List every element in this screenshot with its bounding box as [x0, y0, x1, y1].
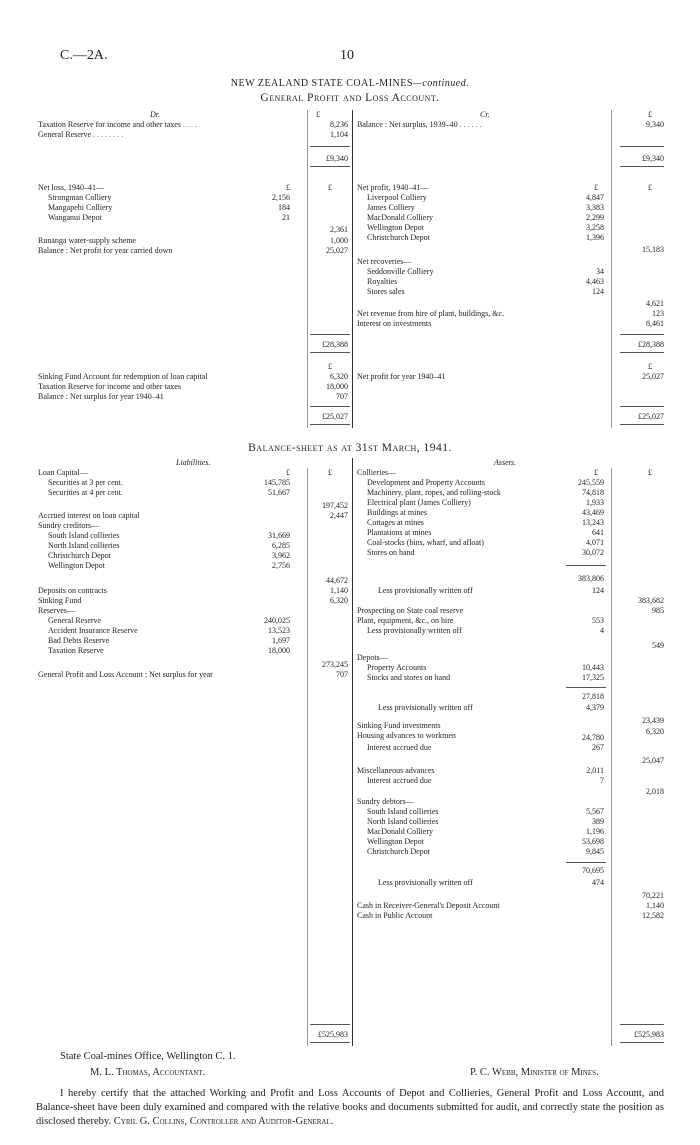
- dr-label: Dr.: [150, 110, 161, 119]
- bs-amount: 985: [652, 606, 664, 615]
- rule: [310, 334, 350, 335]
- pl-amount: 8,236: [330, 120, 348, 129]
- amount-rule: [307, 468, 308, 1046]
- bs-row: Taxation Reserve: [48, 646, 104, 655]
- pound-sign: £: [648, 110, 652, 119]
- rule: [620, 406, 664, 407]
- bs-row: Less provisionally written off: [367, 626, 462, 635]
- pl-row: Taxation Reserve for income and other taxes: [38, 382, 181, 391]
- bs-row: MacDonald Colliery: [367, 827, 433, 836]
- pl-amount: 18,000: [326, 382, 348, 391]
- pound-sign: £: [594, 468, 598, 477]
- column-divider: [352, 110, 353, 428]
- pl-row: James Colliery: [367, 203, 415, 212]
- pound-sign: £: [648, 183, 652, 192]
- pound-sign: £: [648, 362, 652, 371]
- bs-amount: 707: [336, 670, 348, 679]
- pl-row: MacDonald Colliery: [367, 213, 433, 222]
- bs-total: £525,983: [634, 1030, 664, 1039]
- bs-amount: 6,320: [330, 596, 348, 605]
- pl-amount: 21: [282, 213, 290, 222]
- pl-total: £25,027: [638, 412, 664, 421]
- pl-total: £9,340: [642, 154, 664, 163]
- bs-amount: 6,320: [646, 727, 664, 736]
- bs-row: Buildings at mines: [367, 508, 427, 517]
- rule: [620, 424, 664, 425]
- bs-amount: 240,025: [264, 616, 290, 625]
- bs-subtotal: 23,439: [642, 716, 664, 725]
- pl-row: Stores sales: [367, 287, 405, 296]
- pound-sign: £: [648, 468, 652, 477]
- section-title: NEW ZEALAND STATE COAL-MINES—continued.: [230, 78, 470, 89]
- pound-sign: £: [328, 183, 332, 192]
- rule: [310, 406, 350, 407]
- bs-row: Wellington Depot: [48, 561, 105, 570]
- pound-sign: £: [286, 468, 290, 477]
- amount-rule: [307, 110, 308, 428]
- pl-amount: 4,847: [586, 193, 604, 202]
- bs-row: Interest accrued due: [367, 776, 432, 785]
- bs-row: Machinery, plant, ropes, and rolling-stock: [367, 488, 501, 497]
- rule: [620, 1024, 664, 1025]
- bs-subtotal: 44,672: [326, 576, 348, 585]
- bs-amount: 1,196: [586, 827, 604, 836]
- bs-row: Cash in Receiver-General's Deposit Account: [357, 901, 500, 910]
- rule: [310, 352, 350, 353]
- bs-row: Stores on hand: [367, 548, 415, 557]
- bs-amount: 9,845: [586, 847, 604, 856]
- bs-row: Coal-stocks (bins, wharf, and afloat): [367, 538, 484, 547]
- bs-amount: 245,559: [578, 478, 604, 487]
- bs-amount: 30,072: [582, 548, 604, 557]
- bs-amount: 1,933: [586, 498, 604, 507]
- pl-amount: 3,383: [586, 203, 604, 212]
- bs-row: Sinking Fund investments: [357, 721, 441, 730]
- bs-amount: 12,582: [642, 911, 664, 920]
- bs-amount: 2,011: [586, 766, 604, 775]
- bs-row: Plant, equipment, &c., on hire: [357, 616, 454, 625]
- pl-row: Net recoveries—: [357, 257, 412, 266]
- bs-amount: 1,140: [330, 586, 348, 595]
- pl-total: £9,340: [326, 154, 348, 163]
- bs-row: Securities at 4 per cent.: [48, 488, 123, 497]
- bs-row: Christchurch Depot: [367, 847, 430, 856]
- bs-row: Accrued interest on loan capital: [38, 511, 140, 520]
- bs-amount: 267: [592, 743, 604, 752]
- bs-amount: 13,523: [268, 626, 290, 635]
- assets-label: Assets.: [494, 458, 516, 467]
- bs-amount: 4: [600, 626, 604, 635]
- liabilities-label: Liabilities.: [176, 458, 211, 467]
- bs-amount: 24,780: [582, 733, 604, 742]
- bs-row: Plantations at mines: [367, 528, 432, 537]
- rule: [620, 166, 664, 167]
- rule: [310, 146, 350, 147]
- bs-row: Housing advances to workmen: [357, 731, 456, 740]
- pl-amount: 3,258: [586, 223, 604, 232]
- bs-row: North Island collieries: [48, 541, 120, 550]
- bs-subtotal: 383,682: [638, 596, 664, 605]
- column-divider: [352, 458, 353, 1046]
- pl-amount: 25,027: [326, 246, 348, 255]
- pl-total: £25,027: [322, 412, 348, 421]
- pl-amount: 34: [596, 267, 604, 276]
- pl-row: Strongman Colliery: [48, 193, 112, 202]
- bs-amount: 4,071: [586, 538, 604, 547]
- bs-row: Accident Insurance Reserve: [48, 626, 138, 635]
- bs-row: Less provisionally written off: [378, 878, 473, 887]
- rule: [310, 1024, 350, 1025]
- pl-amount: 2,156: [272, 193, 290, 202]
- bs-amount: 1,140: [646, 901, 664, 910]
- pound-sign: £: [328, 468, 332, 477]
- bs-amount: 145,785: [264, 478, 290, 487]
- account-title: General Profit and Loss Account.: [260, 92, 440, 104]
- bs-row: Miscellaneous advances: [357, 766, 435, 775]
- bs-row: Sundry debtors—: [357, 797, 414, 806]
- bs-row: Depots—: [357, 653, 388, 662]
- rule: [620, 334, 664, 335]
- bs-amount: 2,447: [330, 511, 348, 520]
- bs-row: Electrical plant (James Colliery): [367, 498, 471, 507]
- pl-amount: 124: [592, 287, 604, 296]
- pl-row: General Reserve . . . . . . . .: [38, 130, 124, 139]
- pl-row: Royalties: [367, 277, 398, 286]
- pl-row: Net revenue from hire of plant, buildings, &c.: [357, 309, 505, 318]
- rule: [566, 687, 606, 688]
- pl-amount: 2,299: [586, 213, 604, 222]
- rule: [310, 1042, 350, 1043]
- rule: [620, 146, 664, 147]
- bs-row: Reserves—: [38, 606, 75, 615]
- accountant-signature: M. L. Thomas, Accountant.: [90, 1067, 206, 1078]
- bs-row: Wellington Depot: [367, 837, 424, 846]
- pl-subtotal: 4,621: [646, 299, 664, 308]
- pl-amount: 707: [336, 392, 348, 401]
- bs-amount: 7: [600, 776, 604, 785]
- bs-amount: 51,667: [268, 488, 290, 497]
- bs-row: General Reserve: [48, 616, 102, 625]
- audit-certificate: I hereby certify that the attached Working and Profit and Loss Accounts of Depot and Collieries, General Profit and Loss Account, and Balance-sheet have been duly examined and compared with the relative books and documents submitted for audit, and correctly state the position as disclosed thereby. Cyril G. Collins, Controller and Auditor-General.: [36, 1088, 664, 1127]
- bs-amount: 474: [592, 878, 604, 887]
- page-number: 10: [340, 48, 354, 63]
- rule: [620, 352, 664, 353]
- rule: [620, 1042, 664, 1043]
- pl-subtotal: 2,361: [330, 225, 348, 234]
- pl-amount: 6,320: [330, 372, 348, 381]
- bs-amount: 74,818: [582, 488, 604, 497]
- pl-row: Liverpool Colliery: [367, 193, 427, 202]
- bs-subtotal: 2,018: [646, 787, 664, 796]
- bs-row: Development and Property Accounts: [367, 478, 485, 487]
- bs-amount: 5,567: [586, 807, 604, 816]
- pl-row: Interest on investments: [357, 319, 432, 328]
- pl-row: Wellington Depot: [367, 223, 424, 232]
- bs-amount: 31,669: [268, 531, 290, 540]
- pl-row: Seddonville Colliery: [367, 267, 434, 276]
- bs-row: Loan Capital—: [38, 468, 88, 477]
- pl-amount: 9,340: [646, 120, 664, 129]
- bs-subtotal: 70,695: [582, 866, 604, 875]
- bs-amount: 10,443: [582, 663, 604, 672]
- bs-row: Less provisionally written off: [378, 586, 473, 595]
- bs-amount: 389: [592, 817, 604, 826]
- office-address: State Coal-mines Office, Wellington C. 1.: [60, 1051, 236, 1062]
- bs-row: South Island collieries: [367, 807, 439, 816]
- bs-row: Collieries—: [357, 468, 397, 477]
- pl-row: Sinking Fund Account for redemption of loan capital: [38, 372, 208, 381]
- bs-row: Interest accrued due: [367, 743, 432, 752]
- bs-row: Property Accounts: [367, 663, 427, 672]
- pl-row: Net loss, 1940–41—: [38, 183, 104, 192]
- pl-row: Balance : Net surplus for year 1940–41: [38, 392, 164, 401]
- minister-signature: P. C. Webb, Minister of Mines.: [470, 1067, 599, 1078]
- bs-subtotal: 25,047: [642, 756, 664, 765]
- amount-rule: [611, 110, 612, 428]
- pound-sign: £: [594, 183, 598, 192]
- bs-amount: 17,325: [582, 673, 604, 682]
- bs-amount: 124: [592, 586, 604, 595]
- bs-amount: 13,243: [582, 518, 604, 527]
- pl-row: Taxation Reserve for income and other taxes . . . .: [38, 120, 197, 129]
- bs-amount: 43,469: [582, 508, 604, 517]
- bs-amount: 6,285: [272, 541, 290, 550]
- pl-row: Runanga water-supply scheme: [38, 236, 137, 245]
- bs-subtotal: 383,806: [578, 574, 604, 583]
- bs-row: Cash in Public Account: [357, 911, 433, 920]
- pl-row: Balance : Net profit for year carried down: [38, 246, 173, 255]
- pl-row: Net profit, 1940–41—: [357, 183, 429, 192]
- pl-row: Wanganui Depot: [48, 213, 102, 222]
- bs-row: Prospecting on State coal reserve: [357, 606, 464, 615]
- amount-rule: [611, 468, 612, 1046]
- cr-label: Cr.: [480, 110, 490, 119]
- bs-row: Sundry creditors—: [38, 521, 100, 530]
- bs-row: South Island collieries: [48, 531, 120, 540]
- bs-amount: 18,000: [268, 646, 290, 655]
- pl-amount: 8,461: [646, 319, 664, 328]
- pl-amount: 123: [652, 309, 664, 318]
- pl-amount: 25,027: [642, 372, 664, 381]
- document-code: C.—2A.: [60, 48, 108, 63]
- pl-amount: 1,396: [586, 233, 604, 242]
- pl-total: £28,388: [638, 340, 664, 349]
- bs-row: General Profit and Loss Account : Net surplus for year: [38, 670, 213, 679]
- bs-subtotal: 27,818: [582, 692, 604, 701]
- pl-row: Balance : Net surplus, 1939–40 . . . . . .: [357, 120, 482, 129]
- pl-amount: 1,104: [330, 130, 348, 139]
- bs-amount: 553: [592, 616, 604, 625]
- bs-amount: 1,697: [272, 636, 290, 645]
- bs-subtotal: 273,245: [322, 660, 348, 669]
- pound-sign: £: [316, 110, 320, 119]
- bs-amount: 53,698: [582, 837, 604, 846]
- bs-subtotal: 549: [652, 641, 664, 650]
- pound-sign: £: [286, 183, 290, 192]
- bs-row: North Island collieries: [367, 817, 439, 826]
- balance-sheet-title: Balance-sheet as at 31st March, 1941.: [248, 442, 452, 454]
- rule: [566, 862, 606, 863]
- pl-total: £28,388: [322, 340, 348, 349]
- bs-row: Bad Debts Reserve: [48, 636, 110, 645]
- bs-row: Deposits on contracts: [38, 586, 107, 595]
- bs-amount: 2,756: [272, 561, 290, 570]
- pl-amount: 4,463: [586, 277, 604, 286]
- bs-row: Stocks and stores on hand: [367, 673, 451, 682]
- bs-subtotal: 70,221: [642, 891, 664, 900]
- pl-amount: 184: [278, 203, 290, 212]
- bs-row: Securities at 3 per cent.: [48, 478, 123, 487]
- bs-row: Christchurch Depot: [48, 551, 111, 560]
- pl-subtotal: 15,183: [642, 245, 664, 254]
- bs-subtotal: 197,452: [322, 501, 348, 510]
- bs-row: Sinking Fund: [38, 596, 82, 605]
- pound-sign: £: [328, 362, 332, 371]
- pl-amount: 1,000: [330, 236, 348, 245]
- pl-row: Net profit for year 1940–41: [357, 372, 446, 381]
- bs-amount: 641: [592, 528, 604, 537]
- bs-row: Cottages at mines: [367, 518, 424, 527]
- pl-row: Christchurch Depot: [367, 233, 430, 242]
- rule: [566, 565, 606, 566]
- rule: [310, 166, 350, 167]
- pl-row: Mangapehi Colliery: [48, 203, 113, 212]
- bs-amount: 3,962: [272, 551, 290, 560]
- bs-total: £525,983: [318, 1030, 348, 1039]
- bs-amount: 4,379: [586, 703, 604, 712]
- rule: [310, 424, 350, 425]
- bs-row: Less provisionally written off: [378, 703, 473, 712]
